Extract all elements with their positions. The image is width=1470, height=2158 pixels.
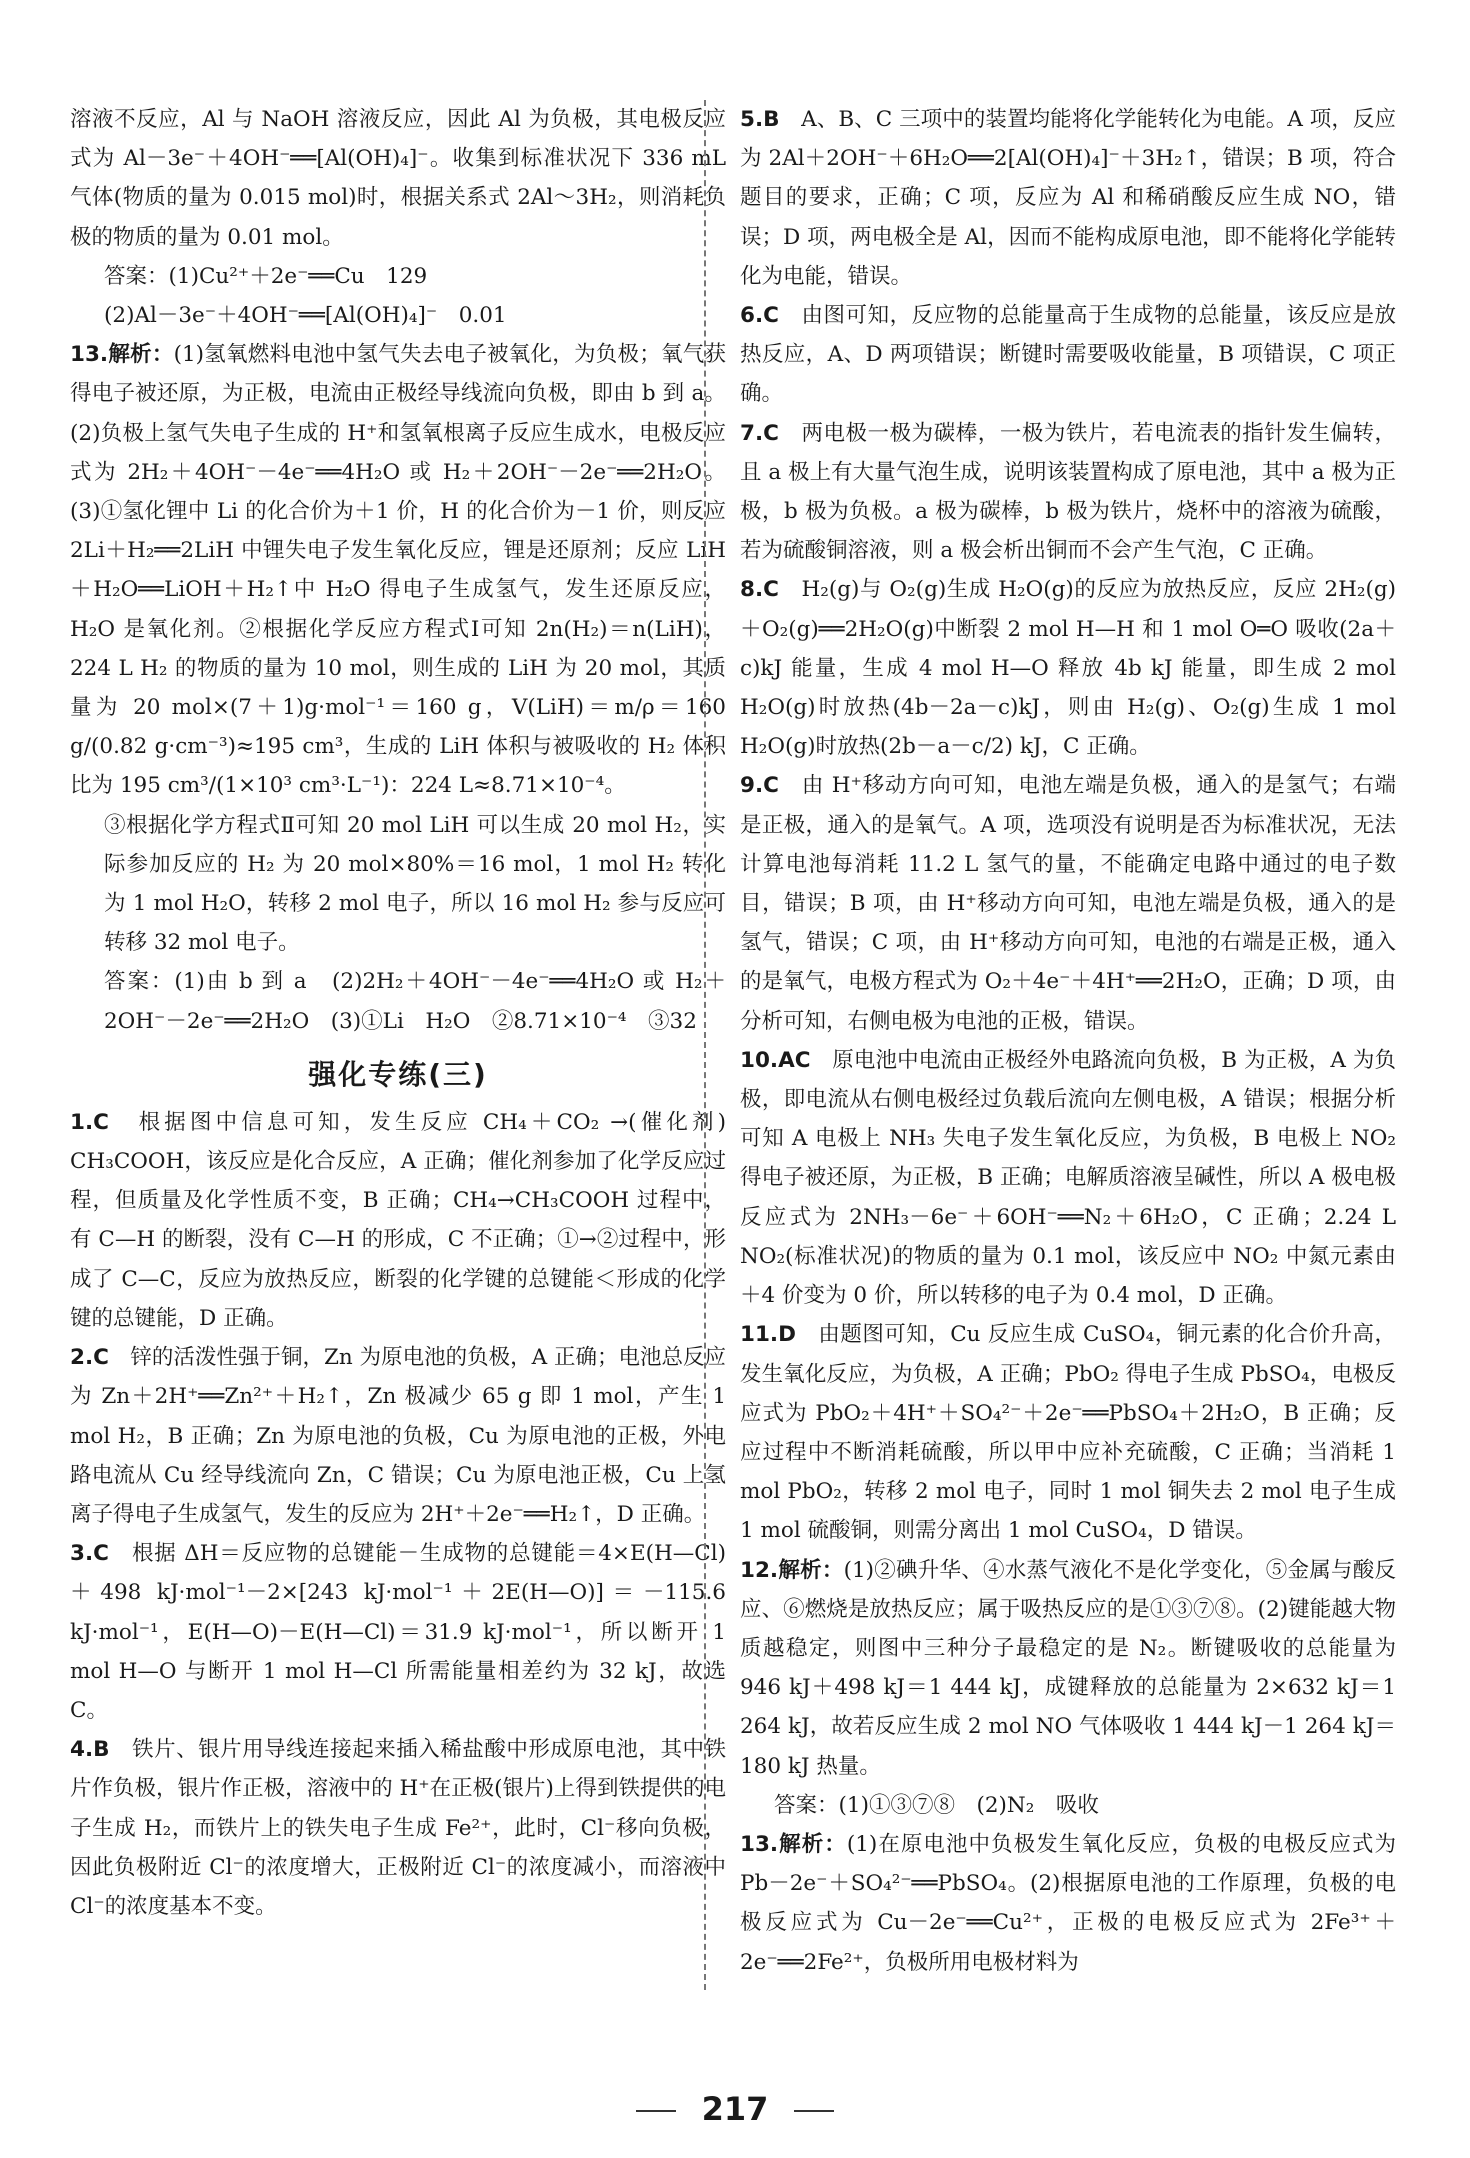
section-heading: 强化专练(三)	[308, 1057, 488, 1091]
question-number: 6.C	[740, 303, 779, 329]
paragraph-text: 答案：(1)由 b 到 a (2)2H₂＋4OH⁻－4e⁻══4H₂O 或 H₂＋2OH⁻－2e⁻══2H₂O (3)①Li H₂O ②8.71×10⁻⁴ ③32	[104, 969, 726, 1034]
paragraph-text: (2)Al－3e⁻＋4OH⁻══[Al(OH)₄]⁻ 0.01	[104, 303, 507, 329]
answer-paragraph	[70, 962, 726, 1040]
right-column	[740, 100, 1403, 1982]
paragraph-text: (1)在原电池中负极发生氧化反应，负极的电极反应式为 Pb－2e⁻＋SO₄²⁻══PbSO₄。(2)根据原电池的工作原理，负极的电极反应式为 Cu－2e⁻══Cu²⁺，正极的电极反应式为 2Fe³⁺＋2e⁻══2Fe²⁺，负极所用电极材料为	[740, 1831, 1403, 1975]
question-answer	[740, 414, 1396, 571]
analysis-label: 解析：	[108, 342, 174, 368]
question-number: 12.	[740, 1557, 779, 1583]
question-answer	[740, 100, 1396, 296]
question-answer	[740, 296, 1396, 414]
question-answer	[70, 1730, 733, 1926]
question-answer	[70, 1534, 733, 1730]
question-answer	[740, 1315, 1403, 1550]
paragraph-text: 两电极一极为碳棒，一极为铁片，若电流表的指针发生偏转，且 a 极上有大量气泡生成，说明该装置构成了原电池，其中 a 极为正极，b 极为负极。a 极为碳棒，b 极为铁片，烧杯中的溶液为硫酸，若为硫酸铜溶液，则 a 极会析出铜而不会产生气泡，C 正确。	[740, 420, 1396, 564]
answer-paragraph	[70, 100, 733, 257]
paragraph-text: 溶液不反应，Al 与 NaOH 溶液反应，因此 Al 为负极，其电极反应式为 Al－3e⁻＋4OH⁻══[Al(OH)₄]⁻。收集到标准状况下 336 mL 气体(物质的量为 0.015 mol)时，根据关系式 2Al～3H₂，则消耗负极的物质的量为 0.01 mol。	[70, 107, 733, 250]
paragraph-text: ③根据化学方程式Ⅱ可知 20 mol LiH 可以生成 20 mol H₂，实际参加反应的 H₂ 为 20 mol×80%＝16 mol，1 mol H₂ 转化为 1 mol H₂O，转移 2 mol 电子，所以 16 mol H₂ 参与反应可转移 32 mol 电子。	[104, 812, 726, 956]
question-number: 10.AC	[740, 1047, 811, 1073]
paragraph-text: 答案：(1)Cu²⁺＋2e⁻══Cu 129	[104, 263, 428, 289]
paragraph-text: 原电池中电流由正极经外电路流向负极，B 为正极，A 为负极，即电流从右侧电极经过负载后流向左侧电极，A 错误；根据分析可知 A 电极上 NH₃ 失电子发生氧化反应，为负极，B 电极上 NO₂ 得电子被还原，为正极，B 正确；电解质溶液呈碱性，所以 A 极电极反应式为 2NH₃－6e⁻＋6OH⁻══N₂＋6H₂O，C 正确；2.24 L NO₂(标准状况)的物质的量为 0.1 mol，该反应中 NO₂ 中氮元素由＋4 价变为 0 价，所以转移的电子为 0.4 mol，D 正确。	[740, 1047, 1403, 1309]
question-number: 4.B	[70, 1737, 110, 1763]
question-number: 13.	[70, 342, 109, 368]
question-number: 7.C	[740, 420, 779, 446]
answer-paragraph	[70, 257, 726, 296]
question-number: 8.C	[740, 577, 779, 603]
analysis-label: 解析：	[778, 1557, 844, 1583]
page-number: 217	[701, 2090, 769, 2128]
answer-paragraph	[70, 296, 726, 335]
paragraph-text: 根据图中信息可知，发生反应 CH₄＋CO₂ →(催化剂) CH₃COOH，该反应是化合反应，A 正确；催化剂参加了化学反应过程，但质量及化学性质不变，B 正确；CH₄→CH₃COOH 过程中，有 C—H 的断裂，没有 C—H 的形成，C 不正确；①→②过程中，形成了 C—C，反应为放热反应，断裂的化学键的总键能＜形成的化学键的总键能，D 正确。	[70, 1109, 733, 1331]
analysis-label: 解析：	[778, 1831, 847, 1857]
question-number: 3.C	[70, 1541, 109, 1567]
question-answer	[740, 1825, 1403, 1982]
column-divider	[704, 100, 706, 1990]
paragraph-text: 锌的活泼性强于铜，Zn 为原电池的负极，A 正确；电池总反应为 Zn＋2H⁺══Zn²⁺＋H₂↑，Zn 极减少 65 g 即 1 mol，产生 1 mol H₂，B 正确；Zn 为原电池的负极，Cu 为原电池的正极，外电路电流从 Cu 经导线流向 Zn，C 错误；Cu 为原电池正极，Cu 上氢离子得电子生成氢气，发生的反应为 2H⁺＋2e⁻══H₂↑，D 正确。	[70, 1345, 733, 1527]
question-answer	[740, 570, 1403, 766]
question-number: 9.C	[740, 773, 779, 799]
left-column	[70, 100, 733, 1926]
paragraph-text: 答案：(1)①③⑦⑧ (2)N₂ 吸收	[774, 1792, 1099, 1818]
paragraph-text: H₂(g)与 O₂(g)生成 H₂O(g)的反应为放热反应，反应 2H₂(g)＋O₂(g)══2H₂O(g)中断裂 2 mol H—H 和 1 mol O═O 吸收(2a＋c)kJ 能量，生成 4 mol H—O 释放 4b kJ 能量，即生成 2 mol H₂O(g)时放热(4b－2a－c)kJ，则由 H₂(g)、O₂(g)生成 1 mol H₂O(g)时放热(2b－a－c/2) kJ，C 正确。	[740, 577, 1403, 760]
footer-dash-right	[794, 2110, 834, 2112]
paragraph-text: (1)②碘升华、④水蒸气液化不是化学变化，⑤金属与酸反应、⑥燃烧是放热反应；属于吸热反应的是①③⑦⑧。(2)键能越大物质越稳定，则图中三种分子最稳定的是 N₂。断键吸收的总能量为 946 kJ＋498 kJ＝1 444 kJ，成键释放的总能量为 2×632 kJ＝1 264 kJ，故若反应生成 2 mol NO 气体吸收 1 444 kJ－1 264 kJ＝180 kJ 热量。	[740, 1557, 1403, 1779]
paragraph-text: 由题图可知，Cu 反应生成 CuSO₄，铜元素的化合价升高，发生氧化反应，为负极，A 正确；PbO₂ 得电子生成 PbSO₄，电极反应式为 PbO₂＋4H⁺＋SO₄²⁻＋2e⁻══PbSO₄＋2H₂O，B 正确；反应过程中不断消耗硫酸，所以甲中应补充硫酸，C 正确；当消耗 1 mol PbO₂，转移 2 mol 电子，同时 1 mol 铜失去 2 mol 电子生成 1 mol 硫酸铜，则需分离出 1 mol CuSO₄，D 错误。	[740, 1322, 1403, 1544]
question-answer	[740, 1551, 1403, 1786]
answer-paragraph	[740, 1786, 1396, 1825]
question-answer	[740, 1041, 1403, 1315]
question-number: 2.C	[70, 1345, 109, 1371]
page-footer	[0, 2090, 1470, 2128]
question-number: 5.B	[740, 107, 780, 132]
paragraph-text: 由图可知，反应物的总能量高于生成物的总能量，该反应是放热反应，A、D 两项错误；断键时需要吸收能量，B 项错误，C 项正确。	[740, 303, 1396, 407]
question-number: 1.C	[70, 1109, 109, 1135]
question-answer	[70, 335, 733, 805]
paragraph-text: (1)氢氧燃料电池中氢气失去电子被氧化，为负极；氧气获得电子被还原，为正极，电流由正极经导线流向负极，即由 b 到 a。(2)负极上氢气失电子生成的 H⁺和氢氧根离子反应生成水，电极反应式为 2H₂＋4OH⁻－4e⁻══4H₂O 或 H₂＋2OH⁻－2e⁻══2H₂O。(3)①氢化锂中 Li 的化合价为＋1 价，H 的化合价为－1 价，则反应 2Li＋H₂══2LiH 中锂失电子发生氧化反应，锂是还原剂；反应 LiH＋H₂O══LiOH＋H₂↑中 H₂O 得电子生成氢气，发生还原反应，H₂O 是氧化剂。②根据化学反应方程式Ⅰ可知 2n(H₂)＝n(LiH)，224 L H₂ 的物质的量为 10 mol，则生成的 LiH 为 20 mol，其质量为 20 mol×(7＋1)g·mol⁻¹＝160 g，V(LiH)＝m/ρ＝160 g/(0.82 g·cm⁻³)≈195 cm³，生成的 LiH 体积与被吸收的 H₂ 体积比为 195 cm³/(1×10³ cm³·L⁻¹)：224 L≈8.71×10⁻⁴。	[70, 342, 733, 799]
paragraph-text: 铁片、银片用导线连接起来插入稀盐酸中形成原电池，其中铁片作负极，银片作正极，溶液中的 H⁺在正极(银片)上得到铁提供的电子生成 H₂，而铁片上的铁失电子生成 Fe²⁺，此时，Cl⁻移向负极，因此负极附近 Cl⁻的浓度增大，正极附近 Cl⁻的浓度减小，而溶液中 Cl⁻的浓度基本不变。	[70, 1737, 733, 1919]
paragraph-text: A、B、C 三项中的装置均能将化学能转化为电能。A 项，反应为 2Al＋2OH⁻＋6H₂O══2[Al(OH)₄]⁻＋3H₂↑，错误；B 项，符合题目的要求，正确；C 项，反应为 Al 和稀硝酸反应生成 NO，错误；D 项，两电极全是 Al，因而不能构成原电池，即不能将化学能转化为电能，错误。	[740, 107, 1396, 289]
question-number: 13.	[740, 1831, 779, 1857]
paragraph-text: 根据 ΔH＝反应物的总键能－生成物的总键能＝4×E(H—Cl)＋498 kJ·mol⁻¹－2×[243 kJ·mol⁻¹＋2E(H—O)]＝－115.6 kJ·mol⁻¹，E(H—O)－E(H—Cl)＝31.9 kJ·mol⁻¹，所以断开 1 mol H—O 与断开 1 mol H—Cl 所需能量相差约为 32 kJ，故选 C。	[70, 1541, 733, 1723]
question-answer	[70, 1103, 733, 1338]
answer-paragraph	[70, 806, 726, 963]
question-number: 11.D	[740, 1322, 796, 1348]
question-answer	[740, 766, 1396, 1040]
question-answer	[70, 1338, 733, 1534]
paragraph-text: 由 H⁺移动方向可知，电池左端是负极，通入的是氢气；右端是正极，通入的是氧气。A 项，选项没有说明是否为标准状况，无法计算电池每消耗 11.2 L 氢气的量，不能确定电路中通过的电子数目，错误；B 项，由 H⁺移动方向可知，电池左端是负极，通入的是氢气，错误；C 项，由 H⁺移动方向可知，电池的右端是正极，通入的是氧气，电极方程式为 O₂＋4e⁻＋4H⁺══2H₂O，正确；D 项，由分析可知，右侧电极为电池的正极，错误。	[740, 773, 1396, 1034]
footer-dash-left	[636, 2110, 676, 2112]
